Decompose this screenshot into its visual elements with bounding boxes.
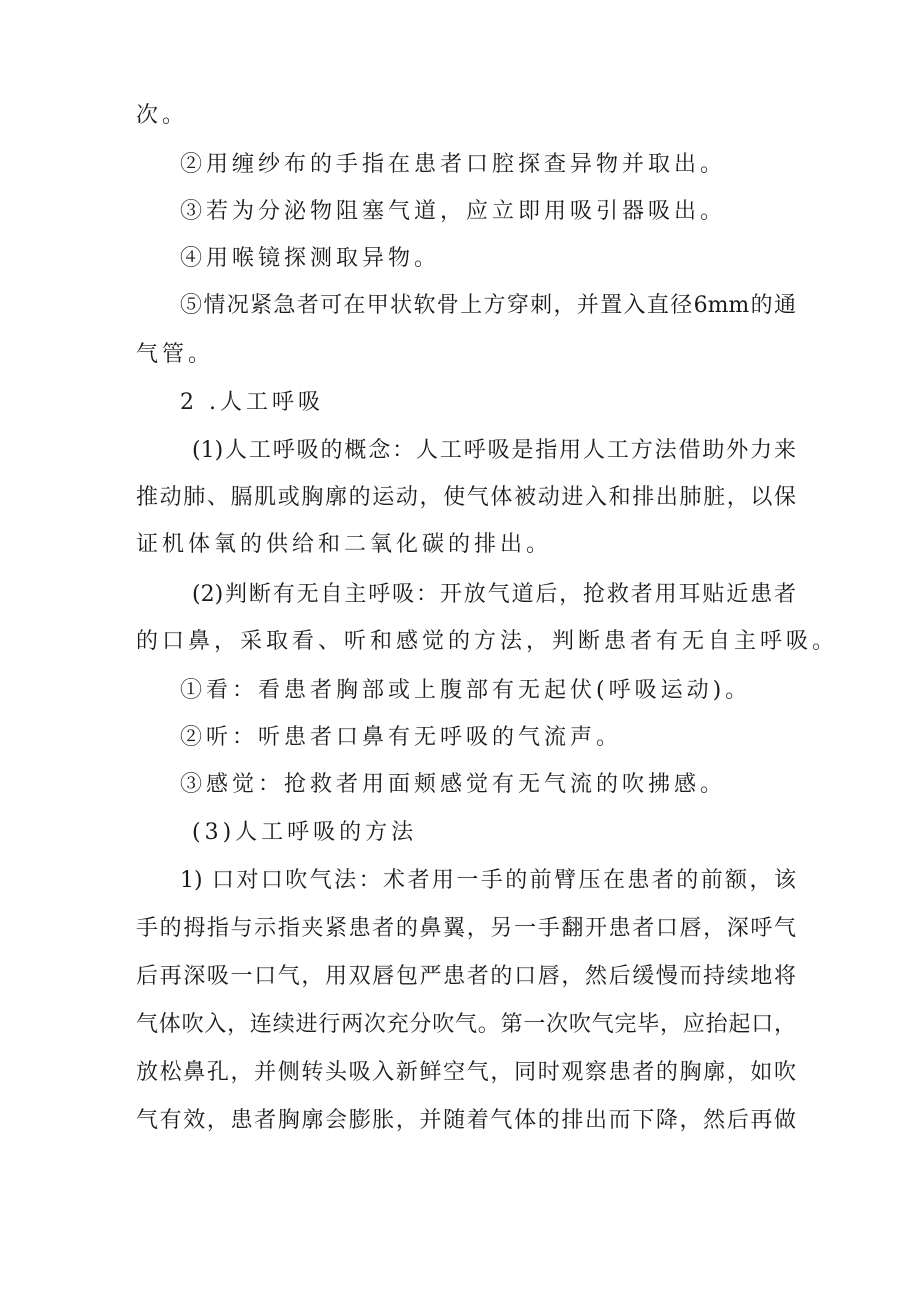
text-line: 的口鼻，采取看、听和感觉的方法，判断患者有无自主呼吸。 bbox=[136, 629, 839, 654]
text-line: 证机体氧的供给和二氧化碳的排出。 bbox=[136, 532, 553, 557]
text-line: ②用缠纱布的手指在患者口腔探查异物并取出。 bbox=[180, 152, 727, 177]
subsection-heading: (3)人工呼吸的方法 bbox=[192, 820, 418, 845]
text-line: ①看：看患者胸部或上腹部有无起伏(呼吸运动)。 bbox=[180, 678, 752, 703]
text-line: ③若为分泌物阻塞气道，应立即用吸引器吸出。 bbox=[180, 199, 727, 224]
text-line: ⑤情况紧急者可在甲状软骨上方穿刺，并置入直径6mm的通 bbox=[180, 293, 796, 318]
text-line: (2)判断有无自主呼吸：开放气道后，抢救者用耳贴近患者 bbox=[192, 582, 796, 607]
text-line: 气管。 bbox=[136, 342, 215, 367]
section-heading: 2 .人工呼吸 bbox=[180, 390, 324, 415]
text-line: (1)人工呼吸的概念：人工呼吸是指用人工方法借助外力来 bbox=[192, 438, 796, 463]
text-line: 气有效，患者胸廓会膨胀，并随着气体的排出而下降，然后再做 bbox=[136, 1108, 796, 1133]
text-line: 气体吹入，连续进行两次充分吹气。第一次吹气完毕，应抬起口， bbox=[136, 1012, 796, 1037]
text-line: ②听：听患者口鼻有无呼吸的气流声。 bbox=[180, 725, 623, 750]
text-line: ③感觉：抢救者用面颊感觉有无气流的吹拂感。 bbox=[180, 772, 727, 797]
text-line: 次。 bbox=[136, 103, 189, 128]
text-line: 推动肺、膈肌或胸廓的运动，使气体被动进入和排出肺脏，以保 bbox=[136, 485, 796, 510]
text-line: 1) 口对口吹气法：术者用一手的前臂压在患者的前额，该 bbox=[180, 868, 796, 893]
text-line: ④用喉镜探测取异物。 bbox=[180, 246, 441, 271]
text-line: 放松鼻孔，并侧转头吸入新鲜空气，同时观察患者的胸廓，如吹 bbox=[136, 1060, 796, 1085]
text-line: 手的拇指与示指夹紧患者的鼻翼，另一手翻开患者口唇，深呼气 bbox=[136, 916, 796, 941]
text-line: 后再深吸一口气，用双唇包严患者的口唇，然后缓慢而持续地将 bbox=[136, 964, 796, 989]
